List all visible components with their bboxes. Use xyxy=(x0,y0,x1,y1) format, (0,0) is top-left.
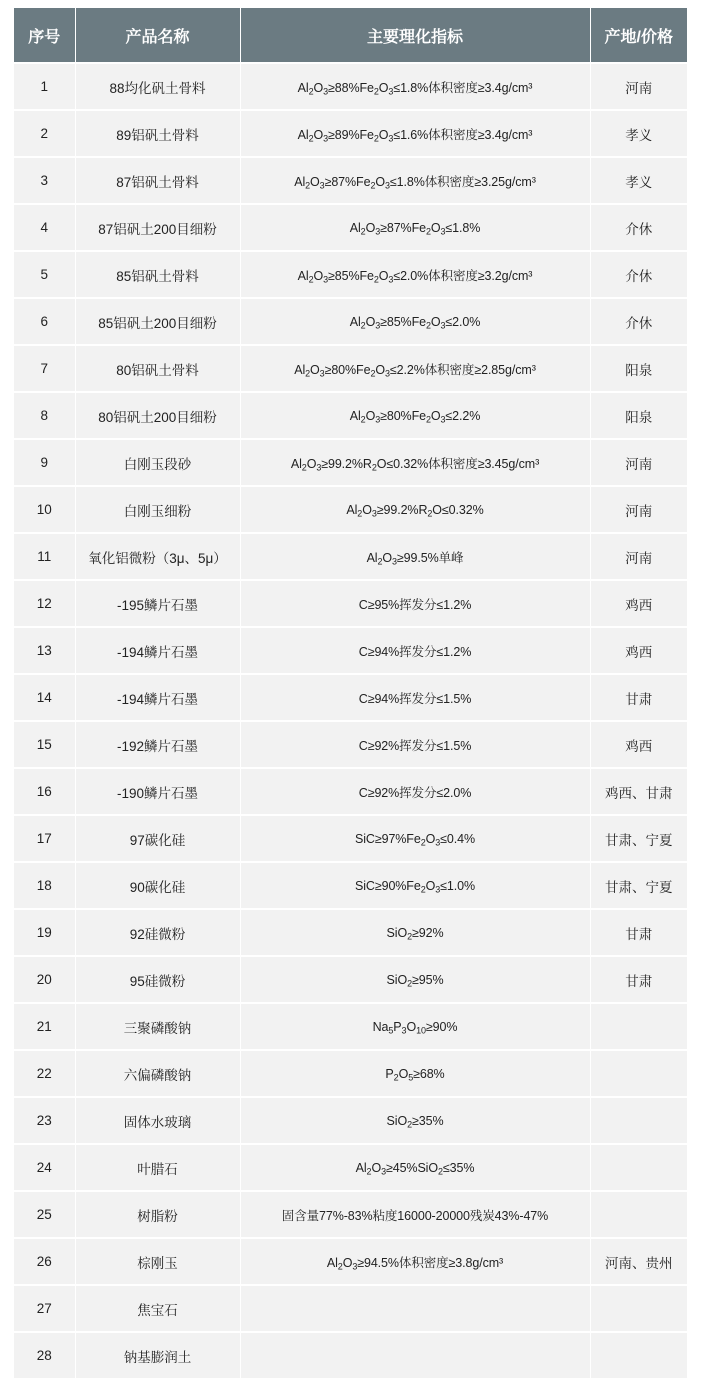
cell-main-specs: $Al_2O_3\ge 99.5\%$单峰 xyxy=(240,533,590,580)
cell-serial-number: 27 xyxy=(14,1285,75,1332)
cell-serial-number: 4 xyxy=(14,204,75,251)
cell-main-specs: $P_2O_5\ge 68\%$ xyxy=(240,1050,590,1097)
cell-serial-number: 13 xyxy=(14,627,75,674)
cell-main-specs: $Al_2O_3\ge 80\%Fe_2O_3\le 2.2\%$体积密度≥2.85g/cm³ xyxy=(240,345,590,392)
cell-origin-price xyxy=(590,1097,687,1144)
table-row xyxy=(14,580,687,627)
cell-origin-price: 甘肃、宁夏 xyxy=(590,862,687,909)
cell-product-name: 钠基膨润土 xyxy=(75,1332,240,1378)
cell-serial-number: 3 xyxy=(14,157,75,204)
table-row xyxy=(14,533,687,580)
cell-serial-number: 23 xyxy=(14,1097,75,1144)
table-row xyxy=(14,1191,687,1238)
cell-serial-number: 19 xyxy=(14,909,75,956)
cell-origin-price: 甘肃 xyxy=(590,956,687,1003)
cell-product-name: 90碳化硅 xyxy=(75,862,240,909)
cell-serial-number: 10 xyxy=(14,486,75,533)
cell-product-name: 氧化铝微粉（3μ、5μ） xyxy=(75,533,240,580)
cell-main-specs: $Al_2O_3\ge 80\%Fe_2O_3\le 2.2\%$ xyxy=(240,392,590,439)
cell-product-name: -192鳞片石墨 xyxy=(75,721,240,768)
cell-origin-price: 河南 xyxy=(590,533,687,580)
cell-origin-price xyxy=(590,1050,687,1097)
table-row xyxy=(14,956,687,1003)
table-row xyxy=(14,1003,687,1050)
table-row xyxy=(14,674,687,721)
table-row xyxy=(14,345,687,392)
header-product-name: 产品名称 xyxy=(75,8,240,63)
cell-main-specs: $Al_2O_3\ge 85\%Fe_2O_3\le 2.0\%$ xyxy=(240,298,590,345)
table-body xyxy=(14,63,687,1378)
cell-serial-number: 18 xyxy=(14,862,75,909)
table-row xyxy=(14,298,687,345)
table-row xyxy=(14,63,687,110)
table-row xyxy=(14,768,687,815)
table-row xyxy=(14,1050,687,1097)
cell-product-name: 87铝矾土骨料 xyxy=(75,157,240,204)
cell-main-specs: SiO$_2$≥95% xyxy=(240,956,590,1003)
cell-main-specs: $Al_2O_3\ge 87\%Fe_2O_3\le 1.8\%$体积密度≥3.25g/cm³ xyxy=(240,157,590,204)
cell-product-name: -190鳞片石墨 xyxy=(75,768,240,815)
cell-product-name: 87铝矾土200目细粉 xyxy=(75,204,240,251)
cell-origin-price xyxy=(590,1003,687,1050)
header-row xyxy=(14,8,687,63)
cell-serial-number: 6 xyxy=(14,298,75,345)
cell-main-specs: $SiC\ge 90\%Fe_2O_3\le 1.0\%$ xyxy=(240,862,590,909)
table-header xyxy=(14,8,687,63)
cell-product-name: 80铝矾土200目细粉 xyxy=(75,392,240,439)
cell-origin-price: 阳泉 xyxy=(590,345,687,392)
cell-main-specs: $Al_2O_3\ge 88\%Fe_2O_3\le 1.8\%$体积密度≥3.4g/cm³ xyxy=(240,63,590,110)
cell-origin-price: 鸡西 xyxy=(590,721,687,768)
table-row xyxy=(14,1144,687,1191)
table-row xyxy=(14,486,687,533)
table-row xyxy=(14,157,687,204)
cell-main-specs: SiO$_2$≥92% xyxy=(240,909,590,956)
cell-serial-number: 25 xyxy=(14,1191,75,1238)
table-row xyxy=(14,110,687,157)
cell-product-name: 六偏磷酸钠 xyxy=(75,1050,240,1097)
cell-origin-price: 介休 xyxy=(590,204,687,251)
header-origin-price: 产地/价格 xyxy=(590,8,687,63)
cell-origin-price: 河南 xyxy=(590,63,687,110)
cell-origin-price: 介休 xyxy=(590,298,687,345)
product-table xyxy=(14,8,687,1378)
cell-main-specs: SiO$_2$≥35% xyxy=(240,1097,590,1144)
cell-origin-price: 孝义 xyxy=(590,157,687,204)
cell-product-name: 95硅微粉 xyxy=(75,956,240,1003)
cell-origin-price: 甘肃、宁夏 xyxy=(590,815,687,862)
cell-serial-number: 9 xyxy=(14,439,75,486)
cell-product-name: 叶腊石 xyxy=(75,1144,240,1191)
cell-main-specs: C≥94%挥发分≤1.5% xyxy=(240,674,590,721)
cell-main-specs: C≥95%挥发分≤1.2% xyxy=(240,580,590,627)
cell-serial-number: 26 xyxy=(14,1238,75,1285)
cell-main-specs: 固含量77%-83%粘度16000-20000残炭43%-47% xyxy=(240,1191,590,1238)
cell-product-name: -194鳞片石墨 xyxy=(75,627,240,674)
cell-serial-number: 1 xyxy=(14,63,75,110)
cell-origin-price: 鸡西 xyxy=(590,627,687,674)
table-row xyxy=(14,721,687,768)
cell-serial-number: 22 xyxy=(14,1050,75,1097)
cell-main-specs xyxy=(240,1285,590,1332)
cell-main-specs: $Al_2O_3\ge 87\%Fe_2O_3\le 1.8\%$ xyxy=(240,204,590,251)
cell-product-name: 85铝矾土骨料 xyxy=(75,251,240,298)
cell-serial-number: 12 xyxy=(14,580,75,627)
cell-product-name: 固体水玻璃 xyxy=(75,1097,240,1144)
cell-product-name: -195鳞片石墨 xyxy=(75,580,240,627)
cell-serial-number: 28 xyxy=(14,1332,75,1378)
table-row xyxy=(14,815,687,862)
cell-serial-number: 14 xyxy=(14,674,75,721)
cell-origin-price xyxy=(590,1285,687,1332)
table-row xyxy=(14,1097,687,1144)
cell-product-name: 三聚磷酸钠 xyxy=(75,1003,240,1050)
cell-main-specs: $Al_2O_3\ge 94.5\%$体积密度≥3.8g/cm³ xyxy=(240,1238,590,1285)
cell-serial-number: 16 xyxy=(14,768,75,815)
cell-product-name: 焦宝石 xyxy=(75,1285,240,1332)
cell-origin-price: 河南 xyxy=(590,439,687,486)
cell-origin-price: 甘肃 xyxy=(590,909,687,956)
cell-product-name: 97碳化硅 xyxy=(75,815,240,862)
table-row xyxy=(14,1332,687,1378)
cell-main-specs: C≥94%挥发分≤1.2% xyxy=(240,627,590,674)
cell-serial-number: 15 xyxy=(14,721,75,768)
cell-product-name: 80铝矾土骨料 xyxy=(75,345,240,392)
cell-origin-price xyxy=(590,1191,687,1238)
table-row xyxy=(14,439,687,486)
cell-product-name: 88均化矾土骨料 xyxy=(75,63,240,110)
cell-product-name: 树脂粉 xyxy=(75,1191,240,1238)
table-row xyxy=(14,392,687,439)
table-row xyxy=(14,204,687,251)
cell-origin-price xyxy=(590,1332,687,1378)
cell-serial-number: 17 xyxy=(14,815,75,862)
table-row xyxy=(14,1285,687,1332)
cell-serial-number: 20 xyxy=(14,956,75,1003)
cell-origin-price: 鸡西 xyxy=(590,580,687,627)
cell-main-specs: $Na_5P_3O_{10}\ge 90\%$ xyxy=(240,1003,590,1050)
table-row xyxy=(14,909,687,956)
cell-product-name: 白刚玉段砂 xyxy=(75,439,240,486)
cell-serial-number: 21 xyxy=(14,1003,75,1050)
cell-product-name: 89铝矾土骨料 xyxy=(75,110,240,157)
cell-origin-price: 介休 xyxy=(590,251,687,298)
cell-origin-price: 鸡西、甘肃 xyxy=(590,768,687,815)
cell-product-name: -194鳞片石墨 xyxy=(75,674,240,721)
cell-product-name: 92硅微粉 xyxy=(75,909,240,956)
cell-main-specs: $Al_2O_3\ge 99.2\%R_2O\le 0.32\%$体积密度≥3.45g/cm³ xyxy=(240,439,590,486)
cell-main-specs: $Al_2O_3\ge 85\%Fe_2O_3\le 2.0\%$体积密度≥3.2g/cm³ xyxy=(240,251,590,298)
cell-origin-price: 河南、贵州 xyxy=(590,1238,687,1285)
table-row xyxy=(14,251,687,298)
cell-origin-price: 阳泉 xyxy=(590,392,687,439)
cell-product-name: 85铝矾土200目细粉 xyxy=(75,298,240,345)
cell-origin-price: 甘肃 xyxy=(590,674,687,721)
product-table-container xyxy=(14,8,687,1378)
cell-serial-number: 11 xyxy=(14,533,75,580)
cell-main-specs: $Al_2O_3\ge 99.2\%R_2O\le 0.32\%$ xyxy=(240,486,590,533)
cell-main-specs: $Al_2O_3\ge 89\%Fe_2O_3\le 1.6\%$体积密度≥3.4g/cm³ xyxy=(240,110,590,157)
header-main-specs: 主要理化指标 xyxy=(240,8,590,63)
cell-origin-price xyxy=(590,1144,687,1191)
cell-product-name: 白刚玉细粉 xyxy=(75,486,240,533)
cell-origin-price: 孝义 xyxy=(590,110,687,157)
cell-main-specs: C≥92%挥发分≤1.5% xyxy=(240,721,590,768)
table-row xyxy=(14,862,687,909)
cell-serial-number: 8 xyxy=(14,392,75,439)
cell-serial-number: 7 xyxy=(14,345,75,392)
cell-main-specs: C≥92%挥发分≤2.0% xyxy=(240,768,590,815)
cell-origin-price: 河南 xyxy=(590,486,687,533)
table-row xyxy=(14,627,687,674)
cell-main-specs xyxy=(240,1332,590,1378)
table-row xyxy=(14,1238,687,1285)
cell-serial-number: 24 xyxy=(14,1144,75,1191)
cell-serial-number: 2 xyxy=(14,110,75,157)
cell-main-specs: $SiC\ge 97\%Fe_2O_3\le 0.4\%$ xyxy=(240,815,590,862)
cell-product-name: 棕刚玉 xyxy=(75,1238,240,1285)
cell-main-specs: $Al_2O_3\ge 45\%SiO_2\le 35\%$ xyxy=(240,1144,590,1191)
cell-serial-number: 5 xyxy=(14,251,75,298)
header-serial-number: 序号 xyxy=(14,8,75,63)
